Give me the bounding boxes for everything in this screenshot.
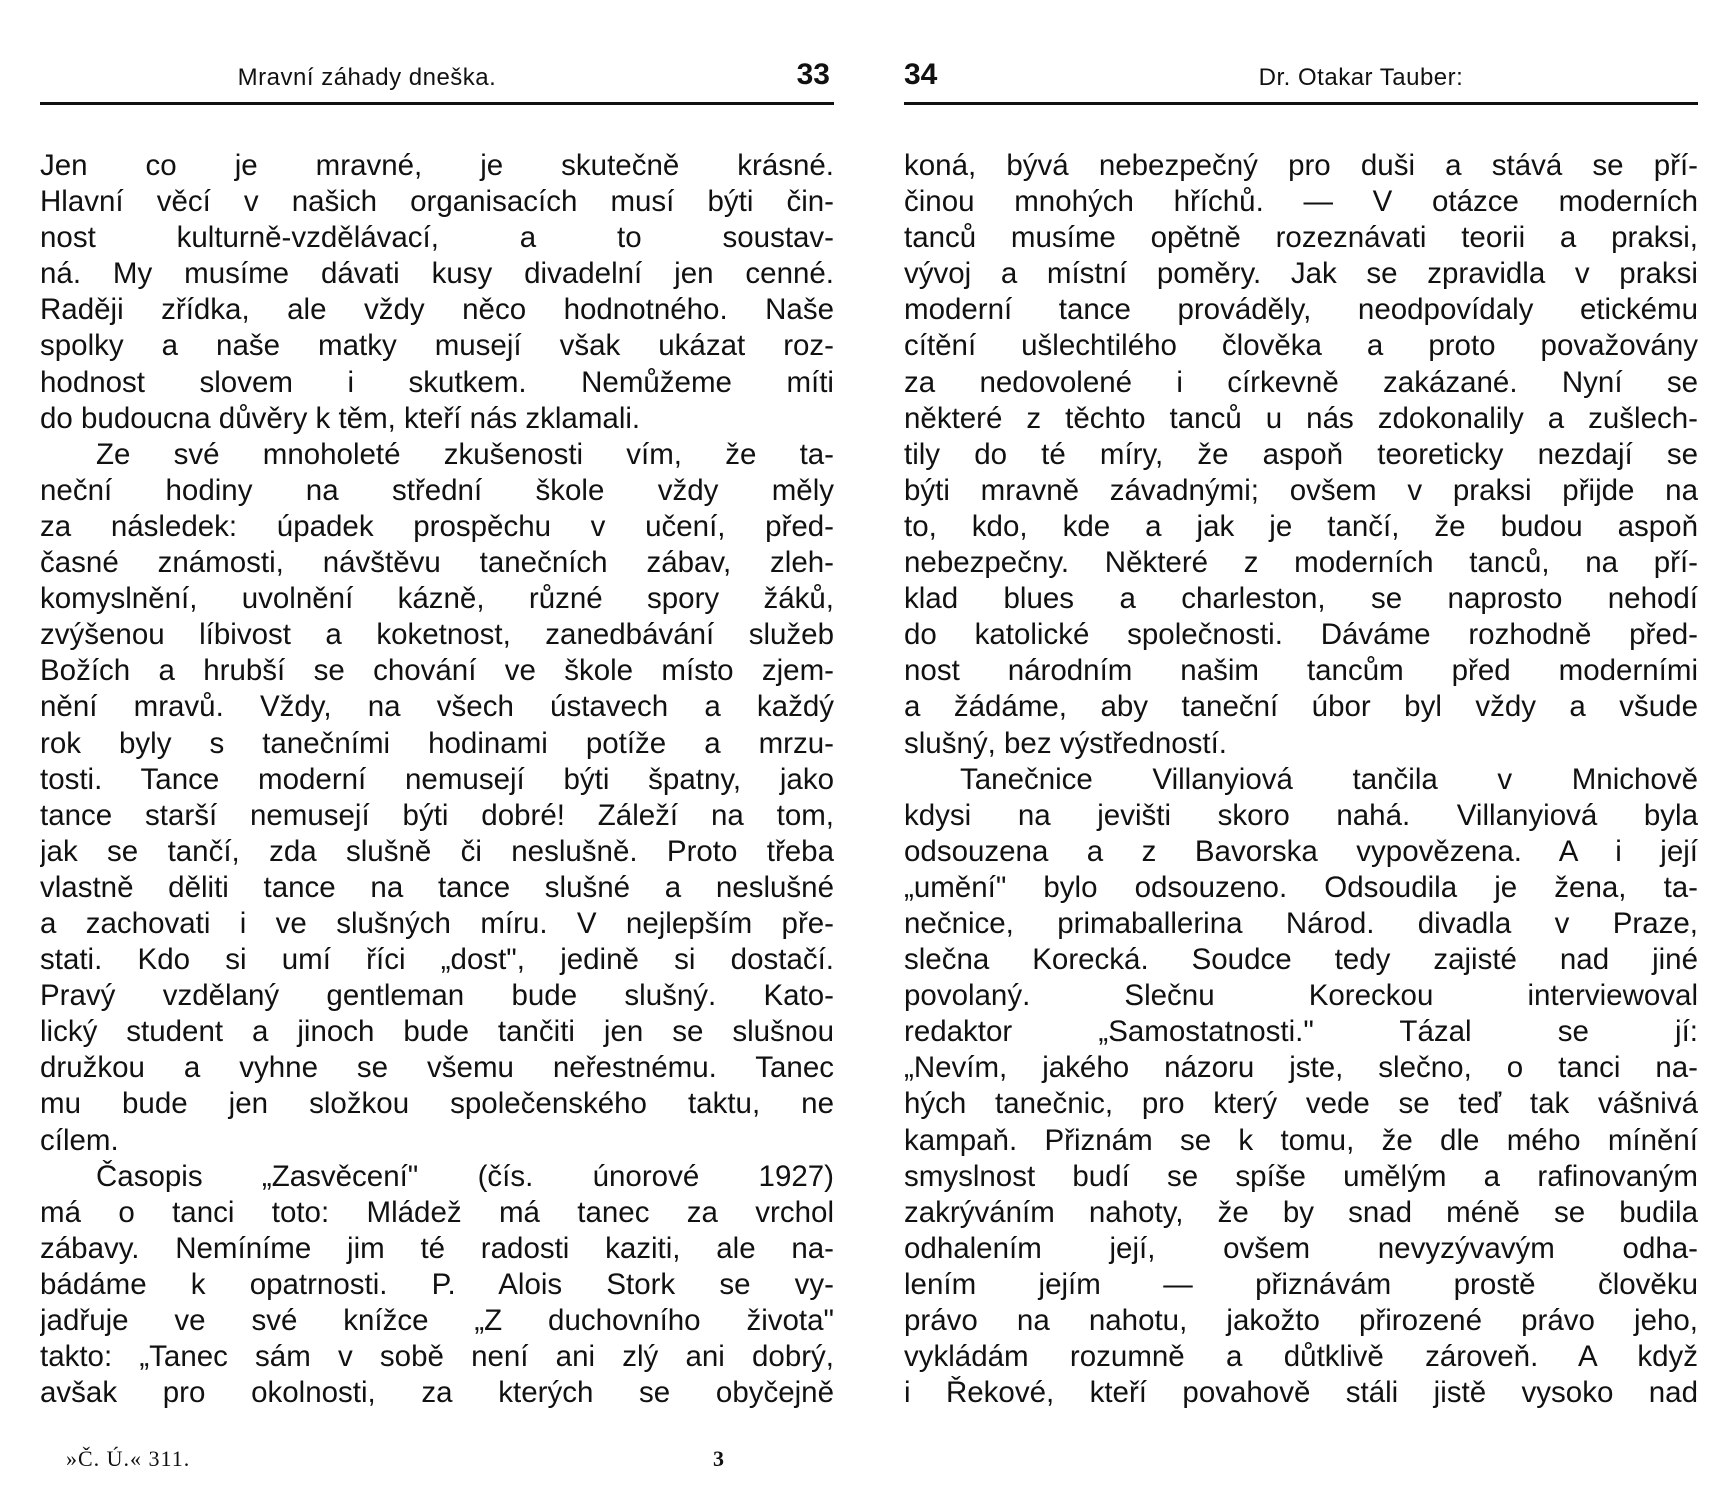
text-line: hodnost slovem i skutkem. Nemůžeme míti — [40, 365, 834, 399]
text-line: avšak pro okolnosti, za kterých se obyčejně — [40, 1376, 834, 1410]
running-head — [904, 58, 1698, 100]
text-line: činou mnohých hříchů. — V otázce moderních — [904, 185, 1698, 219]
text-line: kampaň. Přiznám se k tomu, že dle mého mínění — [904, 1123, 1698, 1157]
text-line: zvýšenou líbivost a koketnost, zanedbávání služeb — [40, 618, 834, 652]
text-line: nečnice, primaballerina Národ. divadla v Praze, — [904, 906, 1698, 940]
text-line: slečna Korecká. Soudce tedy zajisté nad jiné — [904, 943, 1698, 977]
body-text — [40, 148, 834, 1411]
text-line: za nedovolené i církevně zakázané. Nyní se — [904, 365, 1698, 399]
right-page — [904, 0, 1698, 1501]
text-line: komyslnění, uvolnění kázně, různé spory žáků, — [40, 582, 834, 616]
text-line: nebezpečny. Některé z moderních tanců, na pří- — [904, 546, 1698, 580]
text-line: tance starší nemusejí býti dobré! Záleží na tom, — [40, 798, 834, 832]
text-line: neční hodiny na střední škole vždy měly — [40, 473, 834, 507]
text-line: rok byly s tanečními hodinami potíže a mrzu- — [40, 726, 834, 760]
text-line: některé z těchto tanců u nás zdokonalily a zušlech- — [904, 401, 1698, 435]
text-line: nění mravů. Vždy, na všech ústavech a každý — [40, 690, 834, 724]
text-line: za následek: úpadek prospěchu v učení, před- — [40, 509, 834, 543]
text-line: Časopis „Zasvěcení" (čís. únorové 1927) — [96, 1159, 834, 1193]
text-line: slušný, bez výstředností. — [904, 726, 1228, 760]
text-line: stati. Kdo si umí říci „dost", jedině si dostačí. — [40, 943, 834, 977]
text-line: a žádáme, aby taneční úbor byl vždy a všude — [904, 690, 1698, 724]
text-line: do budoucna důvěry k těm, kteří nás zklamali. — [40, 401, 641, 435]
text-line: jadřuje ve své knížce „Z duchovního života" — [40, 1304, 834, 1337]
text-line: má o tanci toto: Mládež má tanec za vrchol — [40, 1195, 834, 1229]
text-line: vykládám rozumně a důtklivě zároveň. A když — [904, 1340, 1698, 1374]
text-line: lický student a jinoch bude tančiti jen se slušnou — [40, 1015, 834, 1049]
text-line: a zachovati i ve slušných míru. V nejlepším pře- — [40, 906, 834, 940]
header-rule — [904, 102, 1698, 105]
header-rule — [40, 102, 834, 105]
text-line: to, kdo, kde a jak je tančí, že budou aspoň — [904, 509, 1698, 543]
text-line: odsouzena a z Bavorska vypovězena. A i její — [904, 834, 1698, 868]
text-line: Hlavní věcí v našich organisacích musí býti čin- — [40, 185, 834, 219]
text-line: nost kulturně-vzdělávací, a to soustav- — [40, 221, 834, 255]
running-head-title: Dr. Otakar Tauber: — [1258, 64, 1464, 91]
text-line: Tanečnice Villanyiová tančila v Mnichově — [960, 762, 1698, 796]
text-line: Raději zřídka, ale vždy něco hodnotného. Naše — [40, 293, 834, 327]
text-line: cítění ušlechtilého člověka a proto považovány — [904, 329, 1698, 363]
text-line: cílem. — [40, 1123, 119, 1157]
text-line: Božích a hrubší se chování ve škole místo zjem- — [40, 654, 834, 688]
text-line: moderní tance prováděly, neodpovídaly etickému — [904, 293, 1698, 327]
text-line: nost národním našim tancům před moderními — [904, 654, 1698, 688]
text-line: i Řekové, kteří povahově stáli jistě vysoko nad — [904, 1376, 1698, 1410]
text-line: Ze své mnoholeté zkušenosti vím, že ta- — [96, 437, 834, 471]
text-line: povolaný. Slečnu Koreckou interviewoval — [904, 979, 1698, 1013]
text-line: jak se tančí, zda slušně či neslušně. Proto třeba — [40, 834, 834, 868]
text-line: smyslnost budí se spíše umělým a rafinovaným — [904, 1159, 1698, 1193]
text-line: klad blues a charleston, se naprosto nehodí — [904, 582, 1698, 616]
page-footer — [40, 1446, 834, 1480]
text-line: býti mravně závadnými; ovšem v praksi přijde na — [904, 473, 1698, 507]
text-line: vývoj a místní poměry. Jak se zpravidla v praksi — [904, 257, 1698, 291]
text-line: odhalením její, ovšem nevyzývavým odha- — [904, 1231, 1698, 1265]
text-line: mu bude jen složkou společenského taktu, ne — [40, 1087, 834, 1121]
running-head-title: Mravní záhady dneška. — [237, 64, 497, 91]
text-line: tanců musíme opětně rozeznávati teorii a praksi, — [904, 221, 1698, 255]
text-line: do katolické společnosti. Dáváme rozhodně před- — [904, 618, 1698, 652]
footer-signature: »Č. Ú.« 311. — [66, 1446, 191, 1471]
footer-sheet-number: 3 — [713, 1446, 724, 1471]
text-line: časné známosti, návštěvu tanečních zábav, zleh- — [40, 546, 834, 580]
text-line: takto: „Tanec sám v sobě není ani zlý ani dobrý, — [40, 1340, 834, 1374]
page-number: 34 — [904, 58, 938, 91]
text-line: ná. My musíme dávati kusy divadelní jen cenné. — [40, 257, 834, 291]
text-line: Jen co je mravné, je skutečně krásné. — [40, 149, 834, 182]
text-line: lením jejím — přiznávám prostě člověku — [904, 1267, 1698, 1301]
text-line: bádáme k opatrnosti. P. Alois Stork se vy- — [40, 1267, 834, 1301]
text-line: zábavy. Nemíníme jim té radosti kaziti, ale na- — [40, 1231, 834, 1265]
page-number: 33 — [796, 58, 830, 91]
text-line: zakrýváním nahoty, že by snad méně se budila — [904, 1195, 1698, 1229]
text-line: „umění" bylo odsouzeno. Odsoudila je žena, ta- — [904, 870, 1698, 904]
body-text — [904, 148, 1698, 1411]
text-line: kdysi na jevišti skoro nahá. Villanyiová byla — [904, 798, 1698, 832]
text-line: redaktor „Samostatnosti." Tázal se jí: — [904, 1015, 1698, 1049]
text-line: družkou a vyhne se všemu neřestnému. Tanec — [40, 1051, 834, 1085]
text-line: koná, bývá nebezpečný pro duši a stává se pří- — [904, 149, 1698, 182]
text-line: tosti. Tance moderní nemusejí býti špatny, jako — [40, 762, 834, 796]
text-line: právo na nahotu, jakožto přirozené právo jeho, — [904, 1304, 1698, 1337]
text-line: Pravý vzdělaný gentleman bude slušný. Kato- — [40, 979, 834, 1013]
text-line: spolky a naše matky musejí však ukázat roz- — [40, 329, 834, 363]
left-page — [40, 0, 834, 1501]
text-line: hých tanečnic, pro který vede se teď tak vášnivá — [904, 1087, 1698, 1121]
text-line: tily do té míry, že aspoň teoreticky nezdají se — [904, 437, 1698, 471]
text-line: „Nevím, jakého názoru jste, slečno, o tanci na- — [904, 1051, 1698, 1085]
text-line: vlastně děliti tance na tance slušné a neslušné — [40, 870, 834, 904]
running-head — [40, 58, 834, 100]
